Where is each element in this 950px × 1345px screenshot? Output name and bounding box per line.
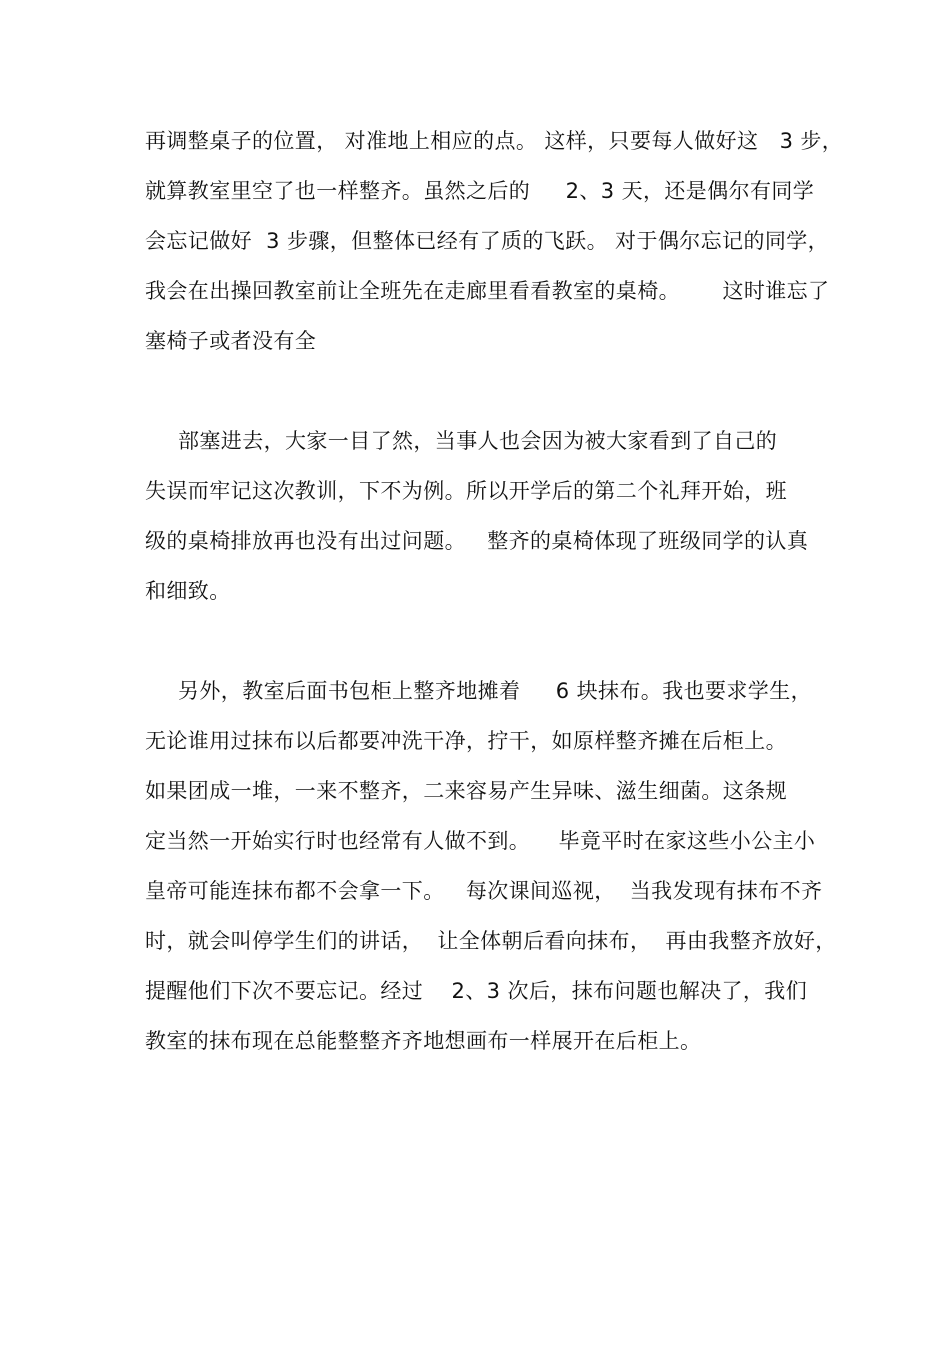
paragraph-1-line-2: 就算教室里空了也一样整齐。虽然之后的 2、3 天，还是偶尔有同学 [145, 179, 815, 203]
paragraph-1-line-1: 再调整桌子的位置， 对准地上相应的点。 这样，只要每人做好这 3 步， [145, 129, 844, 153]
paragraph-1-line-5: 塞椅子或者没有全 [145, 329, 317, 353]
paragraph-1-line-4: 我会在出操回教室前让全班先在走廊里看看教室的桌椅。 这时谁忘了 [145, 279, 830, 303]
paragraph-3-line-7: 提醒他们下次不要忘记。经过 2、3 次后，抹布问题也解决了，我们 [145, 979, 808, 1003]
paragraph-3-line-5: 皇帝可能连抹布都不会拿一下。 每次课间巡视， 当我发现有抹布不齐 [145, 879, 823, 903]
paragraph-3-line-1: 另外，教室后面书包柜上整齐地摊着 6 块抹布。我也要求学生， [178, 679, 813, 703]
paragraph-3-line-4: 定当然一开始实行时也经常有人做不到。 毕竟平时在家这些小公主小 [145, 829, 816, 853]
paragraph-1-line-3: 会忘记做好 3 步骤，但整体已经有了质的飞跃。 对于偶尔忘记的同学， [145, 229, 830, 253]
paragraph-2-line-1: 部塞进去，大家一目了然，当事人也会因为被大家看到了自己的 [178, 429, 778, 453]
paragraph-2-line-2: 失误而牢记这次教训，下不为例。所以开学后的第二个礼拜开始，班 [145, 479, 787, 503]
paragraph-3-line-6: 时，就会叫停学生们的讲话， 让全体朝后看向抹布， 再由我整齐放好， [145, 929, 837, 953]
paragraph-2-line-4: 和细致。 [145, 579, 231, 603]
paragraph-3-line-3: 如果团成一堆，一来不整齐，二来容易产生异味、滋生细菌。这条规 [145, 779, 787, 803]
paragraph-2-line-3: 级的桌椅排放再也没有出过问题。 整齐的桌椅体现了班级同学的认真 [145, 529, 809, 553]
paragraph-3-line-8: 教室的抹布现在总能整整齐齐地想画布一样展开在后柜上。 [145, 1029, 702, 1053]
paragraph-3-line-2: 无论谁用过抹布以后都要冲洗干净，拧干，如原样整齐摊在后柜上。 [145, 729, 787, 753]
